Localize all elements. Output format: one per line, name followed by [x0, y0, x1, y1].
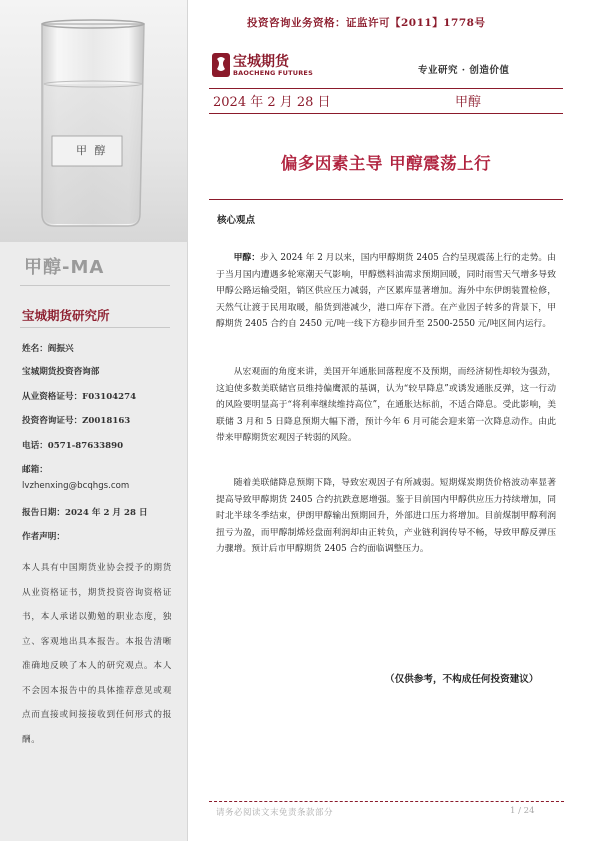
divider: [20, 327, 170, 328]
phone-number: 电话：0571-87633890: [22, 441, 124, 451]
report-title: 偏多因素主导 甲醇震荡上行: [280, 154, 492, 173]
institute-name: 宝城期货研究所: [22, 308, 110, 323]
report-category: 甲醇: [455, 95, 482, 110]
paragraph-1-lead: 甲醇：: [233, 253, 260, 263]
author-sidebar: [0, 0, 188, 841]
product-title: 甲醇-MA: [24, 257, 105, 278]
author-declaration: 本人具有中国期货业协会授予的期货从业资格证书，期货投资咨询资格证书，本人承诺以勤勉的职业态度，独立、客观地出具本报告。本报告清晰准确地反映了本人的研究观点。本人不会因本报告中的具体推荐意见或观点而直接或间接接收到任何形式的报酬。: [22, 563, 172, 745]
disclaimer-note: （仅供参考，不构成任何投资建议）: [385, 674, 539, 685]
paragraph-3: 随着美联储降息预期下降，导致宏观因子有所减弱。短期煤炭期货价格波动率显著提高导致甲醇期货 2405 合约抗跌意愿增强。鉴于目前国内甲醇供应压力持续增加，同时北半球冬季结束，伊朗甲醇输出预期回升，外部进口压力将增加。目前煤制甲醇利润扭亏为盈，而甲醇制烯烃盘面利润却由正转负，产业链利润传导不畅，导致甲醇反弹压力骤增。预计后市甲醇期货 2405 合约面临调整压力。: [216, 478, 556, 555]
bottle-label-text: 甲 醇: [76, 144, 108, 157]
report-date: 报告日期：2024 年 2 月 28 日: [22, 508, 148, 518]
section-heading: 核心观点: [217, 215, 256, 226]
brand-name-en: BAOCHENG FUTURES: [233, 69, 313, 77]
email-label: 邮箱：: [22, 465, 48, 475]
methanol-beaker-photo: [0, 0, 187, 242]
department-name: 宝城期货投资咨询部: [22, 367, 100, 377]
footer-note: 请务必阅读文末免责条款部分: [216, 808, 334, 818]
brand-name-cn: 宝城期货: [233, 54, 289, 70]
paragraph-1-body: 步入 2024 年 2 月以来，国内甲醇期货 2405 合约呈现震荡上行的走势。由于当月国内遭遇多轮寒潮天气影响，甲醇燃料油需求预期回暖，同时雨雪天气增多导致甲醇公路运输受阻，销区供应压力减弱，产区累库显著增加。海外中东伊朗装置检修，天然气让渡于民用取暖，船货到港减少，港口库存下滑。在产业因子转多的背景下，甲醇期货 2405 合约自 2450 元/吨一线下方稳步回升至 2500-2550 元/吨区间内运行。: [216, 253, 556, 330]
practice-cert-number: 从业资格证号：F03104274: [22, 392, 137, 402]
page-number: 1 / 24: [510, 806, 535, 816]
paragraph-2: 从宏观面的角度来讲，美国开年通胀回落程度不及预期，而经济韧性却较为强劲，这迫使多数美联储官员维持偏鹰派的基调，认为“较早降息”或诱发通胀反弹，这一行动的风险要明显高于“将利率继续维持高位”，在通胀达标前，不适合降息。受此影响，美联储 3 月和 5 日降息预期大幅下滑，预计今年 6 月可能会迎来第一次降息动作。由此带来甲醇期货宏观因子转弱的风险。: [216, 367, 556, 444]
license-statement: 投资咨询业务资格：证监许可【2011】1778号: [247, 17, 486, 29]
footer-divider: [209, 801, 564, 802]
email-address[interactable]: lvzhenxing@bcqhgs.com: [22, 481, 130, 491]
report-date-header: 2024 年 2 月 28 日: [213, 95, 331, 110]
paragraph-1: [216, 250, 556, 333]
beaker-image: [32, 14, 150, 234]
title-divider: [209, 199, 563, 200]
analyst-name: 姓名：阎振兴: [22, 344, 74, 354]
divider: [20, 285, 170, 286]
advisory-cert-number: 投资咨询证号：Z0018163: [22, 416, 131, 426]
company-slogan: 专业研究 · 创造价值: [418, 65, 510, 76]
declaration-title: 作者声明：: [22, 532, 65, 542]
